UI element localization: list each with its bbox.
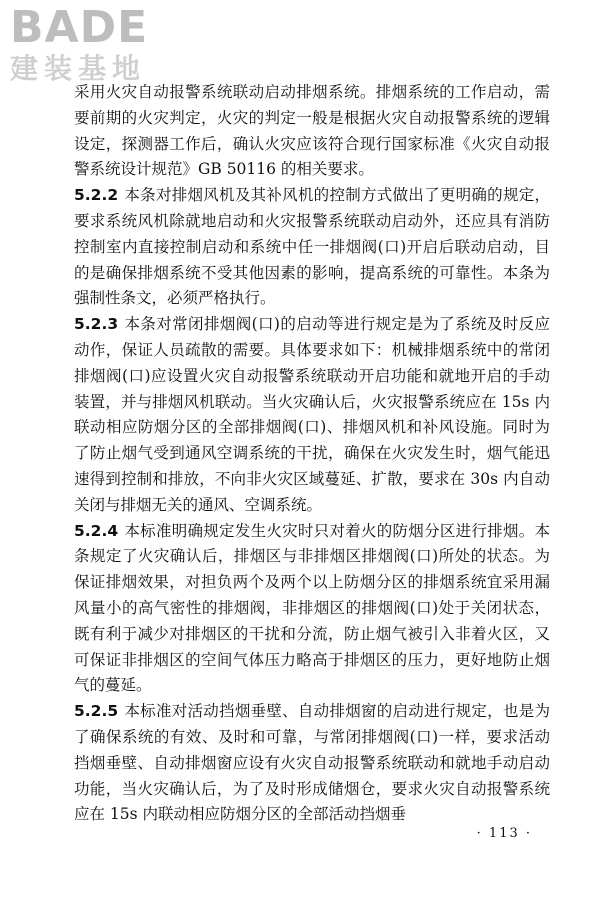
document-body xyxy=(74,80,550,828)
paragraph-text: 本标准对活动挡烟垂壁、自动排烟窗的启动进行规定，也是为了确保系统的有效、及时和可靠，与常闭排烟阀(口)一样，要求活动挡烟垂壁、自动排烟窗应设有火灾自动报警系统联动和就地手动启动功能，当火灾确认后，为了及时形成储烟仓，要求火灾自动报警系统应在 15s 内联动相应防烟分区的全部活动挡烟垂 xyxy=(74,702,550,824)
clause-5-2-2 xyxy=(74,183,550,312)
clause-number: 5.2.5 xyxy=(74,702,119,721)
paragraph-text: 本标准明确规定发生火灾时只对着火的防烟分区进行排烟。本条规定了火灾确认后，排烟区与非排烟区排烟阀(口)所处的状态。为保证排烟效果，对担负两个及两个以上防烟分区的排烟系统宜采用漏风量小的高气密性的排烟阀，非排烟区的排烟阀(口)处于关闭状态，既有利于减少对排烟区的干扰和分流，防止烟气被引入非着火区，又可保证非排烟区的空间气体压力略高于排烟区的压力，更好地防止烟气的蔓延。 xyxy=(74,521,550,695)
clause-5-2-5 xyxy=(74,699,550,828)
logo-subtitle: 建装基地 xyxy=(10,52,147,85)
clause-number: 5.2.2 xyxy=(74,186,119,205)
logo-brand-text: BADE xyxy=(10,2,149,53)
paragraph-continuation xyxy=(74,80,550,183)
paragraph-text: 本条对排烟风机及其补风机的控制方式做出了更明确的规定，要求系统风机除就地启动和火灾报警系统联动启动外，还应具有消防控制室内直接控制启动和系统中任一排烟阀(口)开启后联动启动，目的是确保排烟系统不受其他因素的影响，提高系统的可靠性。本条为强制性条文，必须严格执行。 xyxy=(74,186,550,308)
clause-5-2-4 xyxy=(74,519,550,700)
clause-number: 5.2.3 xyxy=(74,315,119,334)
page-number: · 113 · xyxy=(476,826,532,841)
paragraph-text: 本条对常闭排烟阀(口)的启动等进行规定是为了系统及时反应动作，保证人员疏散的需要。具体要求如下：机械排烟系统中的常闭排烟阀(口)应设置火灾自动报警系统联动开启功能和就地开启的手动装置，并与排烟风机联动。当火灾确认后，火灾报警系统应在 15s 内联动相应防烟分区的全部排烟阀(口)、排烟风机和补风设施。同时为了防止烟气受到通风空调系统的干扰，确保在火灾发生时，烟气能迅速得到控制和排放，不向非火灾区域蔓延、扩散，要求在 30s 内自动关闭与排烟无关的通风、空调系统。 xyxy=(74,315,550,514)
clause-5-2-3 xyxy=(74,312,550,518)
clause-number: 5.2.4 xyxy=(74,521,119,540)
paragraph-text: 采用火灾自动报警系统联动启动排烟系统。排烟系统的工作启动，需要前期的火灾判定，火灾的判定一般是根据火灾自动报警系统的逻辑设定，探测器工作后，确认火灾应该符合现行国家标准《火灾自动报警系统设计规范》GB 50116 的相关要求。 xyxy=(74,83,550,179)
